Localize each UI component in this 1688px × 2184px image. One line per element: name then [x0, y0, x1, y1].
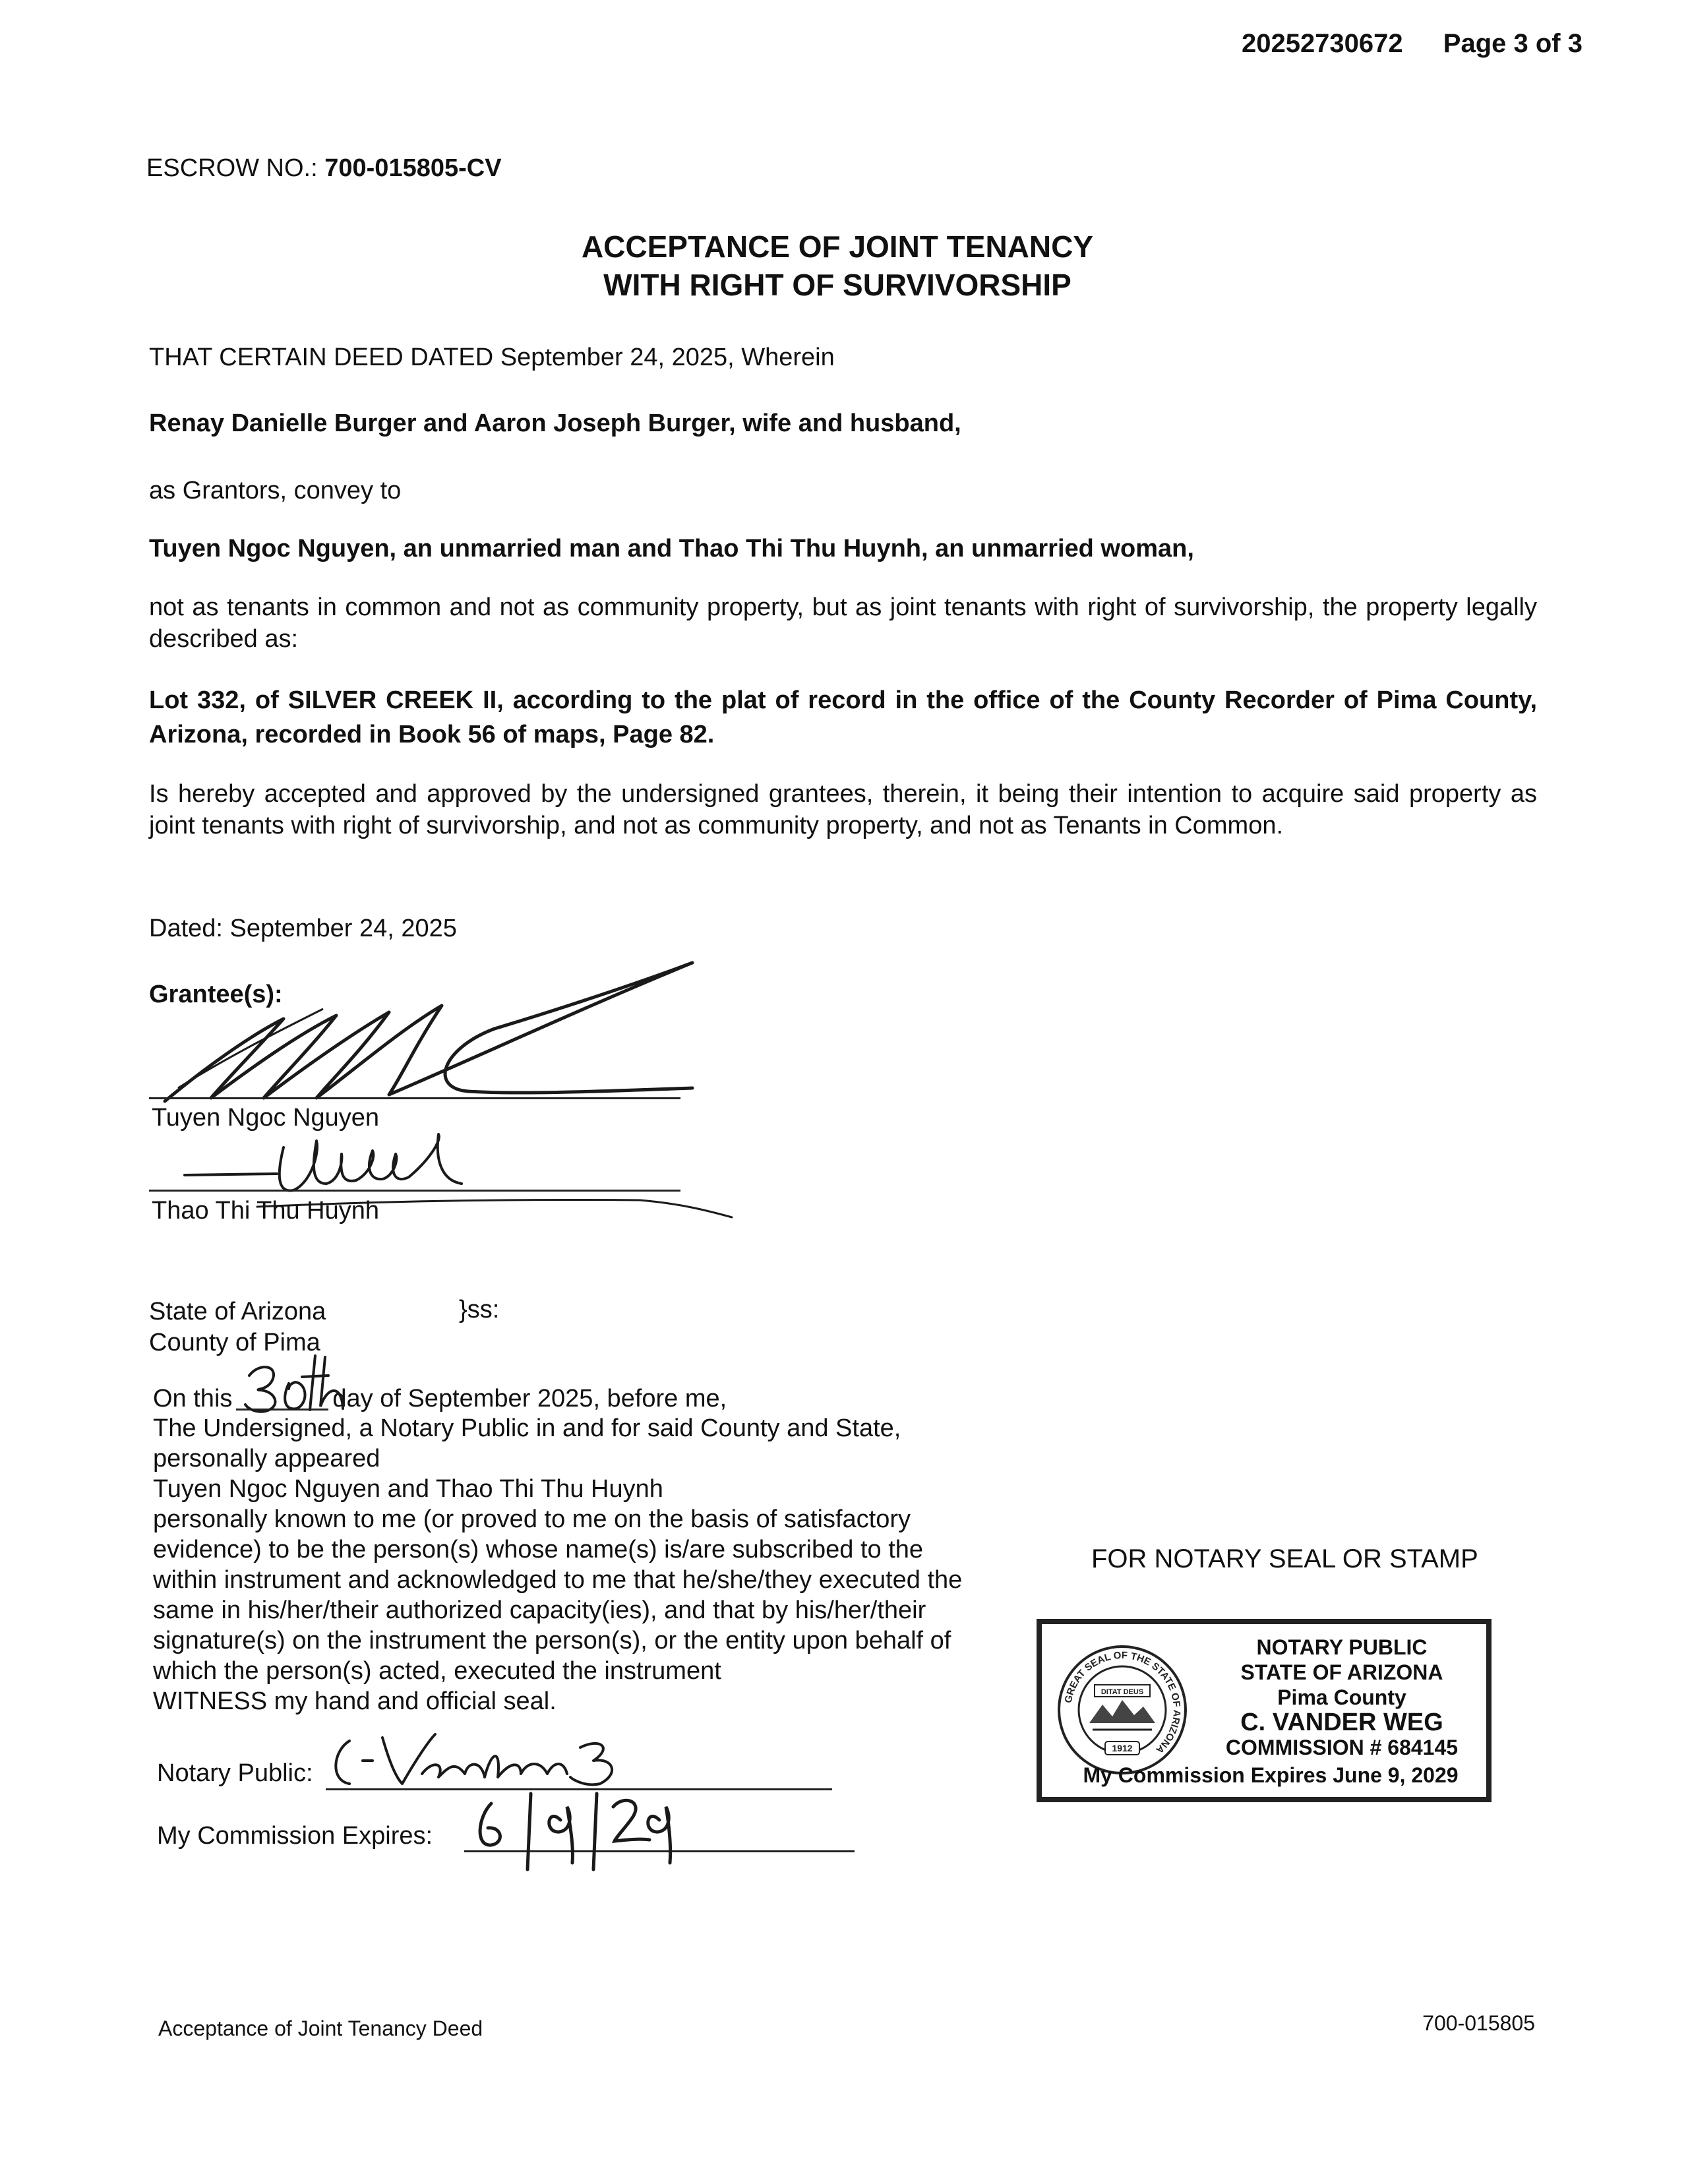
seal-year: 1912 [1112, 1743, 1133, 1753]
ack-line: evidence) to be the person(s) whose name(s) is/are subscribed to the [153, 1536, 924, 1563]
escrow-number [146, 154, 502, 183]
page-info: Page 3 of 3 [1443, 29, 1582, 58]
stamp-commission-number: COMMISSION # 684145 [1225, 1736, 1459, 1759]
ack-line: signature(s) on the instrument the person(s), or the entity upon behalf of [153, 1627, 951, 1654]
ack-line: WITNESS my hand and official seal. [153, 1687, 557, 1715]
grantee1-signature-line [149, 1097, 680, 1099]
escrow-value: 700-015805-CV [324, 154, 502, 182]
stamp-line-2: STATE OF ARIZONA [1240, 1660, 1443, 1684]
notary-ss: }ss: [459, 1296, 500, 1323]
seal-motto: DITAT DEUS [1100, 1688, 1144, 1696]
title-line-2: WITH RIGHT OF SURVIVORSHIP [603, 268, 1071, 302]
legal-description: Lot 332, of SILVER CREEK II, according to the plat of record in the office of the County Recorder of Pima County, Arizona, recorded in Book 56 of maps, Page 82. [149, 686, 1537, 748]
stamp-text [1200, 1635, 1484, 1760]
arizona-state-seal-icon [1056, 1644, 1188, 1776]
deed-line: THAT CERTAIN DEED DATED September 24, 2025, Wherein [149, 344, 835, 371]
grantees-label: Grantee(s): [149, 981, 283, 1008]
grantees-line: Tuyen Ngoc Nguyen, an unmarried man and Thao Thi Thu Huynh, an unmarried woman, [149, 535, 1194, 562]
notary-stamp [1037, 1619, 1492, 1802]
grantee1-name: Tuyen Ngoc Nguyen [152, 1104, 380, 1132]
grantors-line: Renay Danielle Burger and Aaron Joseph Burger, wife and husband, [149, 410, 961, 437]
ack-line: personally known to me (or proved to me on the basis of satisfactory [153, 1505, 911, 1533]
ack-line: within instrument and acknowledged to me that he/she/they executed the [153, 1566, 963, 1594]
on-this-prefix: On this [153, 1385, 233, 1412]
stamp-expiration: My Commission Expires June 9, 2029 [1083, 1763, 1459, 1787]
acceptance-paragraph: Is hereby accepted and approved by the undersigned grantees, therein, it being their intention to acquire said property as joint tenants with right of survivorship, and not as community property, and not as Tenants in Common. [149, 780, 1537, 839]
notary-acknowledgment [153, 1413, 962, 1716]
ack-line: which the person(s) acted, executed the instrument [153, 1657, 721, 1685]
ack-line: personally appeared [153, 1445, 380, 1472]
escrow-label: ESCROW NO.: [146, 154, 318, 182]
notary-county: County of Pima [149, 1329, 320, 1356]
footer-document-title: Acceptance of Joint Tenancy Deed [158, 2017, 483, 2040]
title-line-1: ACCEPTANCE OF JOINT TENANCY [581, 229, 1094, 264]
footer-escrow-number: 700-015805 [1422, 2011, 1535, 2035]
on-this-suffix: day of September 2025, before me, [332, 1385, 727, 1412]
document-title [0, 228, 1675, 304]
stamp-line-3: Pima County [1277, 1685, 1406, 1709]
convey-line: as Grantors, convey to [149, 477, 402, 504]
notary-public-label: Notary Public: [157, 1759, 313, 1787]
ack-line: Tuyen Ngoc Nguyen and Thao Thi Thu Huynh [153, 1475, 663, 1503]
dated-line: Dated: September 24, 2025 [149, 915, 457, 942]
document-header [1242, 29, 1582, 59]
seal-ring-text: GREAT SEAL OF THE STATE OF ARIZONA [1062, 1649, 1183, 1756]
stamp-notary-name: C. VANDER WEG [1240, 1709, 1443, 1736]
ack-line: The Undersigned, a Notary Public in and for said County and State, [153, 1414, 901, 1442]
ack-line: same in his/her/their authorized capacity(ies), and that by his/her/their [153, 1596, 926, 1624]
notary-state: State of Arizona [149, 1298, 326, 1325]
document-number: 20252730672 [1241, 29, 1403, 58]
grantee1-signature [152, 956, 706, 1128]
expires-label: My Commission Expires: [157, 1822, 433, 1850]
handwritten-expiration [462, 1780, 686, 1873]
notary-seal-label: FOR NOTARY SEAL OR STAMP [1091, 1544, 1478, 1573]
stamp-line-1: NOTARY PUBLIC [1256, 1635, 1428, 1659]
grantee2-signature-line [149, 1190, 680, 1192]
handwritten-day [236, 1350, 348, 1423]
grantee2-name: Thao Thi Thu Huynh [152, 1197, 380, 1225]
tenancy-paragraph: not as tenants in common and not as community property, but as joint tenants with right of survivorship, the property legally described as: [149, 593, 1537, 653]
